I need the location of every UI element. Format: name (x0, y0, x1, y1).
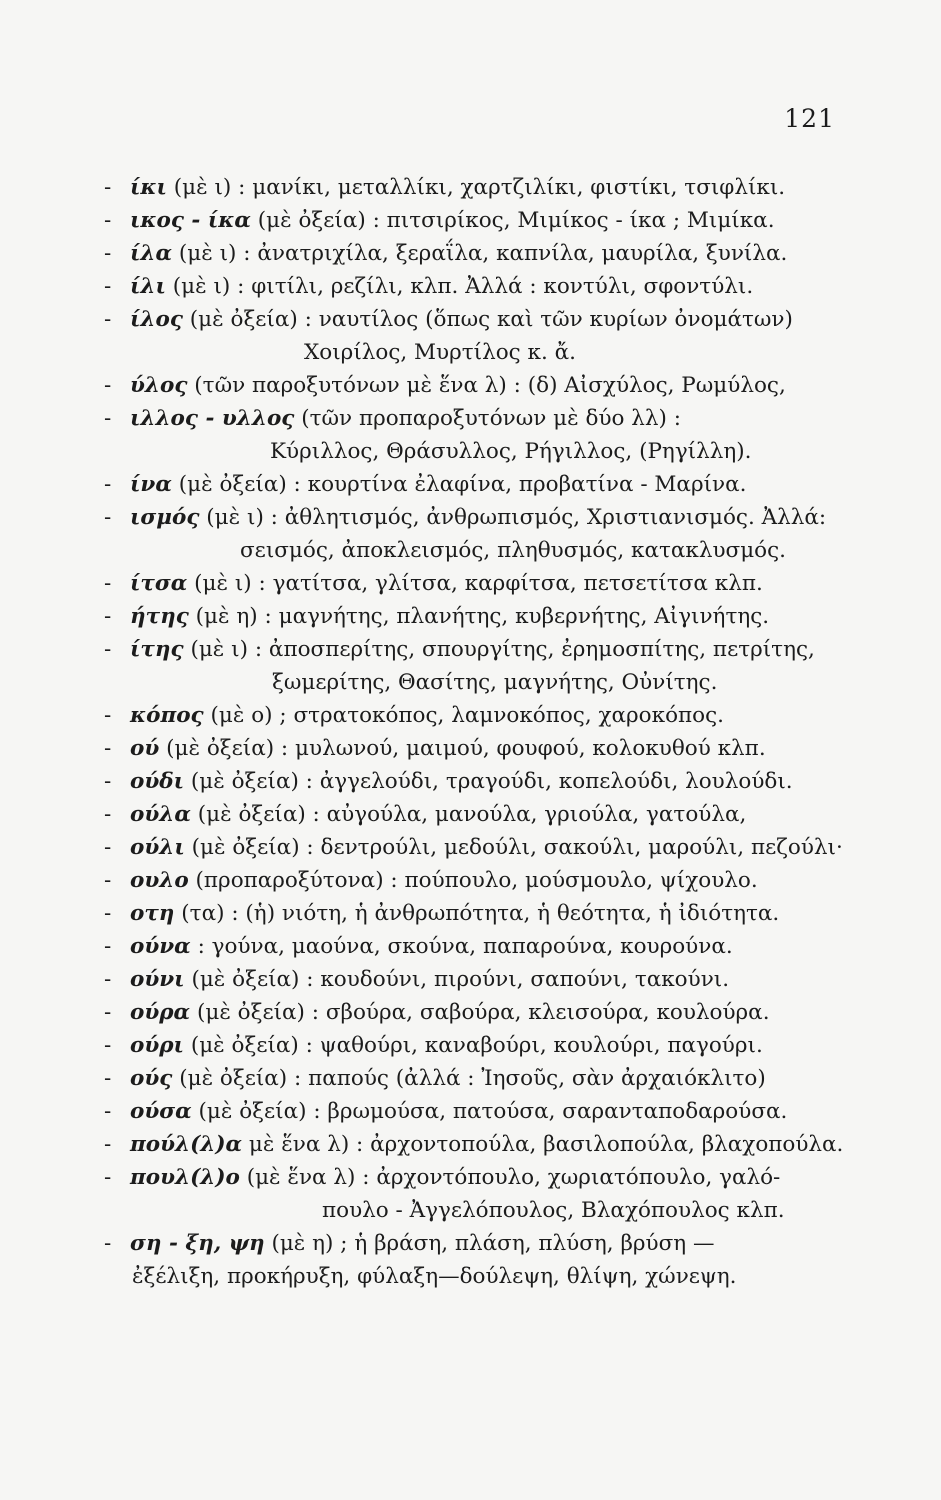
entry-examples: ἀγγελούδι, τραγούδι, κοπελούδι, λουλούδι. (319, 769, 793, 794)
entry-dash: - (104, 373, 112, 398)
entry-examples: ἀρχοντοπούλα, βασιλοπούλα, βλαχοπούλα. (370, 1132, 844, 1157)
entry-examples: (ἡ) νιότη, ἡ ἀνθρωπότητα, ἡ θεότητα, ἡ ἰδιότητα. (245, 901, 780, 926)
entry-qualifier: (μὲ ὀξεία) : (166, 736, 289, 761)
entry-examples: γατίτσα, γλίτσα, καρφίτσα, πετσετίτσα κλπ. (272, 571, 763, 596)
entry-term: ούνα (130, 934, 191, 959)
entry-line (0, 996, 941, 1029)
entry-examples: φιτίλι, ρεζίλι, κλπ. Ἀλλά : κοντύλι, σφοντύλι. (251, 274, 754, 299)
entry-qualifier: (μὲ ι) : (173, 175, 246, 200)
entry-qualifier: (μὲ ὀξεία) : (189, 307, 312, 332)
entry-line (0, 1029, 941, 1062)
entry-term: ούρα (130, 1000, 191, 1025)
entry-dash: - (104, 571, 112, 596)
entry-examples: μαγνήτης, πλανήτης, κυβερνήτης, Αἰγινήτης. (278, 604, 770, 629)
entry-line (0, 171, 941, 204)
entry-dash: - (104, 1099, 112, 1124)
entry-dash: - (104, 472, 112, 497)
entry-term: ούδι (130, 769, 185, 794)
entry-qualifier: (μὲ ο) ; (210, 703, 287, 728)
entry-qualifier: (μὲ η) ; (271, 1231, 348, 1256)
continuation-text: σεισμός, ἀποκλεισμός, πληθυσμός, κατακλυσμός. (240, 538, 787, 563)
continuation-line (0, 666, 941, 699)
entry-term: ίτσα (130, 571, 188, 596)
entry-examples: βρωμούσα, πατούσα, σαρανταποδαρούσα. (327, 1099, 788, 1124)
entry-term: ίλος (130, 307, 183, 332)
entry-examples: ἀρχοντόπουλο, χωριατόπουλο, γαλό- (376, 1165, 781, 1190)
entry-line (0, 600, 941, 633)
entry-line (0, 798, 941, 831)
continuation-text: Κύριλλος, Θράσυλλος, Ρήγιλλος, (Ρηγίλλη). (270, 439, 752, 464)
entry-qualifier: (προπαροξύτονα) : (195, 868, 398, 893)
continuation-line (0, 1194, 941, 1227)
entry-examples: γούνα, μαούνα, σκούνα, παπαρούνα, κουρούνα. (211, 934, 733, 959)
entry-term: πούλ(λ)α (130, 1132, 243, 1157)
entry-dash: - (104, 604, 112, 629)
entry-line (0, 204, 941, 237)
entry-term: ύλος (130, 373, 188, 398)
entry-qualifier: (τα) : (181, 901, 239, 926)
continuation-line (0, 1260, 941, 1293)
entry-qualifier: (μὲ ὀξεία) : (191, 967, 314, 992)
entry-qualifier: (μὲ ὀξεία) : (190, 1033, 313, 1058)
entry-qualifier: (μὲ ἕνα λ) : (246, 1165, 370, 1190)
entry-line (0, 1227, 941, 1260)
entry-qualifier: (μὲ ὀξεία) : (197, 802, 320, 827)
entry-dash: - (104, 769, 112, 794)
continuation-text: πουλο - Ἀγγελόπουλος, Βλαχόπουλος κλπ. (322, 1198, 785, 1223)
entry-dash: - (104, 208, 112, 233)
entry-qualifier: (τῶν παροξυτόνων μὲ ἕνα λ) : (194, 373, 521, 398)
entry-line (0, 1128, 941, 1161)
entry-examples: ἀποσπερίτης, σπουργίτης, ἐρημοσπίτης, πετρίτης, (268, 637, 815, 662)
entry-line (0, 369, 941, 402)
entry-line (0, 468, 941, 501)
entry-examples: πούπουλο, μούσμουλο, ψίχουλο. (404, 868, 758, 893)
entry-qualifier: (μὲ ι) : (206, 505, 278, 530)
entry-examples: (δ) Αἰσχύλος, Ρωμύλος, (527, 373, 786, 398)
entry-qualifier: (μὲ ὀξεία) : (191, 835, 314, 860)
entry-line (0, 633, 941, 666)
entry-qualifier: (μὲ η) : (195, 604, 272, 629)
entry-examples: κουδούνι, πιρούνι, σαπούνι, τακούνι. (320, 967, 730, 992)
entry-qualifier: (μὲ ὀξεία) : (257, 208, 380, 233)
entry-examples: παπούς (ἀλλά : Ἰησοῦς, σὰν ἀρχαιόκλιτο) (308, 1066, 766, 1091)
entry-line (0, 897, 941, 930)
entry-examples: σβούρα, σαβούρα, κλεισούρα, κουλούρα. (325, 1000, 770, 1025)
entry-term: ίλι (130, 274, 166, 299)
entry-dash: - (104, 505, 112, 530)
entry-examples: ἡ βράση, πλάση, πλύση, βρύση — (354, 1231, 715, 1256)
entry-dash: - (104, 1231, 112, 1256)
entry-examples: δεντρούλι, μεδούλι, σακούλι, μαρούλι, πεζούλι· (320, 835, 843, 860)
entry-line (0, 831, 941, 864)
entry-qualifier: (μὲ ι) : (178, 241, 251, 266)
entry-examples: ἀθλητισμός, ἀνθρωπισμός, Χριστιανισμός. Ἀλλά: (284, 505, 827, 530)
entry-dash: - (104, 1165, 112, 1190)
entry-line (0, 303, 941, 336)
entry-term: ούλι (130, 835, 185, 860)
entry-term: ση - ξη, ψη (130, 1231, 265, 1256)
entry-term: ίτης (130, 637, 184, 662)
entry-line (0, 1095, 941, 1128)
entry-dash: - (104, 175, 112, 200)
entry-term: ούνι (130, 967, 185, 992)
continuation-text: ἐξέλιξη, προκήρυξη, φύλαξη—δούλεψη, θλίψη, χώνεψη. (132, 1264, 737, 1289)
entry-dash: - (104, 307, 112, 332)
text-body (0, 171, 941, 1293)
entry-dash: - (104, 637, 112, 662)
entry-dash: - (104, 1066, 112, 1091)
continuation-text: Χοιρίλος, Μυρτίλος κ. ἄ. (304, 340, 576, 365)
entry-line (0, 567, 941, 600)
entry-qualifier: (μὲ ὀξεία) : (198, 1099, 321, 1124)
entry-examples: ναυτίλος (ὅπως καὶ τῶν κυρίων ὀνομάτων) (318, 307, 793, 332)
entry-term: κόπος (130, 703, 204, 728)
entry-line (0, 402, 941, 435)
entry-line (0, 270, 941, 303)
entry-dash: - (104, 901, 112, 926)
entry-term: ούς (130, 1066, 173, 1091)
continuation-line (0, 534, 941, 567)
entry-examples: μανίκι, μεταλλίκι, χαρτζιλίκι, φιστίκι, τσιφλίκι. (252, 175, 786, 200)
entry-examples: μυλωνού, μαιμού, φουφού, κολοκυθού κλπ. (295, 736, 766, 761)
entry-qualifier: (μὲ ι) : (194, 571, 266, 596)
entry-line (0, 765, 941, 798)
entry-examples: ἀνατριχίλα, ξεραΐλα, καπνίλα, μαυρίλα, ξυνίλα. (257, 241, 788, 266)
entry-dash: - (104, 802, 112, 827)
continuation-text: ξωμερίτης, Θασίτης, μαγνήτης, Οὐνίτης. (272, 670, 718, 695)
entry-qualifier: (μὲ ὀξεία) : (190, 769, 313, 794)
entry-dash: - (104, 1000, 112, 1025)
entry-line (0, 1062, 941, 1095)
entry-qualifier: (μὲ ὀξεία) : (178, 472, 301, 497)
entry-term: ούλα (130, 802, 191, 827)
entry-dash: - (104, 241, 112, 266)
entry-line (0, 501, 941, 534)
entry-dash: - (104, 703, 112, 728)
entry-term: ίλα (130, 241, 173, 266)
entry-examples: κουρτίνα ἐλαφίνα, προβατίνα - Μαρίνα. (307, 472, 747, 497)
entry-examples: πιτσιρίκος, Μιμίκος - ίκα ; Μιμίκα. (386, 208, 775, 233)
entry-dash: - (104, 1033, 112, 1058)
entry-term: ικος - ίκα (130, 208, 251, 233)
entry-dash: - (104, 406, 112, 431)
entry-line (0, 930, 941, 963)
page-number: 121 (784, 104, 835, 133)
entry-term: ίνα (130, 472, 172, 497)
entry-qualifier: (μὲ ι) : (172, 274, 245, 299)
entry-qualifier: : (197, 934, 205, 959)
entry-line (0, 864, 941, 897)
entry-term: ουλο (130, 868, 189, 893)
entry-dash: - (104, 1132, 112, 1157)
entry-term: ιλλος - υλλος (130, 406, 295, 431)
entry-term: οτη (130, 901, 175, 926)
continuation-line (0, 435, 941, 468)
entry-examples: στρατοκόπος, λαμνοκόπος, χαροκόπος. (293, 703, 724, 728)
entry-dash: - (104, 274, 112, 299)
entry-qualifier: μὲ ἕνα λ) : (248, 1132, 364, 1157)
entry-qualifier: (μὲ ὀξεία) : (179, 1066, 302, 1091)
entry-term: ήτης (130, 604, 189, 629)
continuation-line (0, 336, 941, 369)
entry-examples: αὐγούλα, μανούλα, γριούλα, γατούλα, (326, 802, 747, 827)
entry-dash: - (104, 835, 112, 860)
entry-term: ούσα (130, 1099, 192, 1124)
entry-line (0, 699, 941, 732)
entry-line (0, 963, 941, 996)
entry-qualifier: (μὲ ὀξεία) : (196, 1000, 320, 1025)
entry-dash: - (104, 868, 112, 893)
entry-qualifier: (τῶν προπαροξυτόνων μὲ δύο λλ) : (301, 406, 682, 431)
entry-term: ού (130, 736, 160, 761)
entry-term: ισμός (130, 505, 200, 530)
entry-term: ούρι (130, 1033, 184, 1058)
entry-line (0, 732, 941, 765)
entry-examples: ψαθούρι, καναβούρι, κουλούρι, παγούρι. (319, 1033, 763, 1058)
entry-dash: - (104, 967, 112, 992)
entry-dash: - (104, 934, 112, 959)
entry-line (0, 1161, 941, 1194)
entry-term: πουλ(λ)ο (130, 1165, 240, 1190)
entry-term: ίκι (130, 175, 167, 200)
entry-line (0, 237, 941, 270)
entry-qualifier: (μὲ ι) : (190, 637, 263, 662)
entry-dash: - (104, 736, 112, 761)
